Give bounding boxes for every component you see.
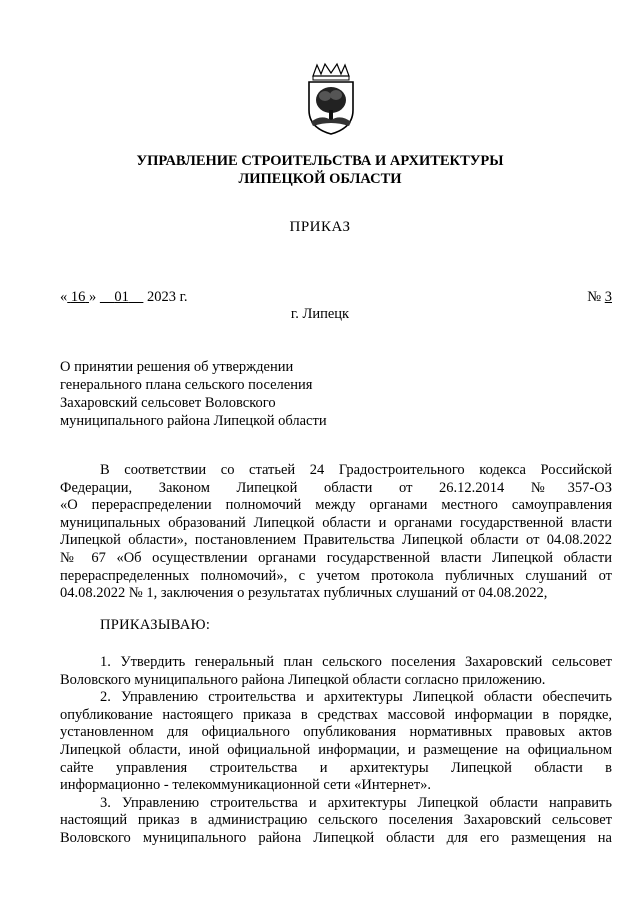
date-day: 16 bbox=[70, 289, 86, 305]
preamble-paragraph bbox=[60, 462, 612, 603]
item-line: информационно - телекоммуникационной сети «Интернет». bbox=[60, 777, 432, 794]
item-line: опубликование настоящего приказа в средствах массовой информации в порядке, bbox=[60, 706, 612, 723]
coat-of-arms-icon bbox=[303, 62, 359, 136]
preamble-line: В соответствии со статьей 24 Градостроительного кодекса Российской bbox=[100, 462, 612, 478]
preamble-line: муниципальных образований Липецкой области и органами государственной власти bbox=[60, 514, 612, 531]
item-line: установленном для официального опубликования нормативных правовых актов bbox=[60, 724, 612, 741]
preamble-line: Липецкой области», постановлением Правительства Липецкой области от 04.08.2022 bbox=[60, 532, 612, 549]
preamble-line: 04.08.2022 № 1, заключения о результатах публичных слушаний от 04.08.2022, bbox=[60, 585, 548, 602]
order-word: ПРИКАЗЫВАЮ: bbox=[100, 617, 211, 633]
org-line-1: УПРАВЛЕНИЕ СТРОИТЕЛЬСТВА И АРХИТЕКТУРЫ bbox=[136, 153, 504, 169]
item-line: Липецкой области, иной официальной информации, и размещение на официальном bbox=[60, 741, 612, 758]
subject-line: генерального плана сельского поселения bbox=[60, 377, 313, 393]
document-subject bbox=[60, 358, 380, 430]
preamble-line: перераспределенных полномочий», с учетом протокола публичных слушаний от bbox=[60, 567, 612, 584]
item-line: 2. Управлению строительства и архитектуры Липецкой области обеспечить bbox=[100, 689, 612, 706]
preamble-line: № 67 «Об осуществлении органами государственной власти Липецкой области bbox=[60, 549, 612, 566]
number-label: № bbox=[587, 289, 602, 305]
open-quote: « bbox=[60, 289, 68, 305]
item-line: 3. Управлению строительства и архитектуры Липецкой области направить bbox=[100, 794, 612, 811]
date-month: 01 bbox=[114, 289, 129, 305]
order-item-1 bbox=[60, 654, 612, 689]
date-year: 2023 г. bbox=[147, 289, 188, 305]
number-value: 3 bbox=[604, 289, 612, 305]
subject-line: муниципального района Липецкой области bbox=[60, 413, 327, 429]
order-items bbox=[60, 654, 612, 848]
item-line: сайте управления строительства и архитектуры Липецкой области в bbox=[60, 759, 612, 776]
item-line: 1. Утвердить генеральный план сельского поселения Захаровский сельсовет bbox=[100, 654, 612, 670]
order-item-3 bbox=[60, 795, 612, 848]
item-line: настоящий приказ в администрацию сельского поселения Захаровский сельсовет bbox=[60, 812, 612, 829]
organization-name bbox=[0, 152, 640, 188]
order-item-2 bbox=[60, 689, 612, 795]
preamble-line: Федерации, Законом Липецкой области от 26.12.2014 №357-ОЗ bbox=[60, 479, 612, 496]
document-date bbox=[60, 288, 188, 306]
subject-line: Захаровский сельсовет Воловского bbox=[60, 395, 276, 411]
item-line: Воловского муниципального района Липецкой области для его размещения на bbox=[60, 829, 612, 846]
subject-line: О принятии решения об утверждении bbox=[60, 359, 294, 375]
date-line bbox=[60, 288, 612, 306]
org-line-2: ЛИПЕЦКОЙ ОБЛАСТИ bbox=[238, 171, 402, 187]
document-number bbox=[587, 288, 612, 306]
preamble-line: «О перераспределении полномочий между органами местного самоуправления bbox=[60, 497, 612, 514]
document-type: ПРИКАЗ bbox=[289, 219, 351, 235]
city: г. Липецк bbox=[290, 306, 350, 322]
item-line: Воловского муниципального района Липецкой области согласно приложению. bbox=[60, 671, 546, 688]
close-quote: » bbox=[89, 289, 97, 305]
